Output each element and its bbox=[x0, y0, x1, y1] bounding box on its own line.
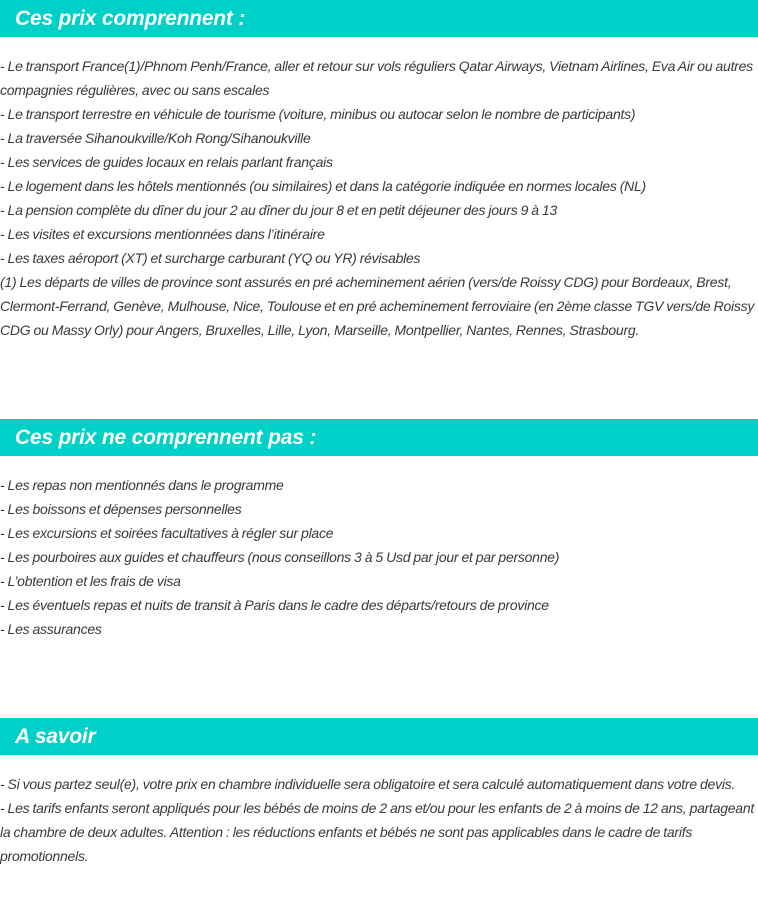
list-item: - Les visites et excursions mentionnées dans l’itinéraire bbox=[0, 226, 325, 242]
list-item: - Les assurances bbox=[0, 621, 102, 637]
savoir-header bbox=[0, 718, 758, 755]
excludes-section bbox=[0, 419, 758, 641]
list-item: - Le transport France(1)/Phnom Penh/France, aller et retour sur vols réguliers Qatar Airways, Vietnam Airlines, Eva Air ou autres compagnies régulières, avec ou sans escales bbox=[0, 58, 753, 98]
list-item: - Les tarifs enfants seront appliqués pour les bébés de moins de 2 ans et/ou pour les enfants de 2 à moins de 12 ans, partageant la chambre de deux adultes. Attention : les réductions enfants et bébés ne sont pas applicables dans le cadre de tarifs promotionnels. bbox=[0, 800, 755, 864]
footnote: (1) Les départs de villes de province sont assurés en pré acheminement aérien (vers/de Roissy CDG) pour Bordeaux, Brest, Clermont-Ferrand, Genève, Mulhouse, Nice, Toulouse et en pré acheminement ferroviaire (en 2ème classe TGV vers/de Roissy CDG ou Massy Orly) pour Angers, Bruxelles, Lille, Lyon, Marseille, Montpellier, Nantes, Rennes, Strasbourg. bbox=[0, 274, 755, 338]
list-item: - Le logement dans les hôtels mentionnés (ou similaires) et dans la catégorie indiquée en normes locales (NL) bbox=[0, 178, 646, 194]
excludes-title: Ces prix ne comprennent pas : bbox=[15, 425, 317, 449]
includes-header bbox=[0, 0, 758, 37]
list-item: - Les repas non mentionnés dans le programme bbox=[0, 477, 284, 493]
list-item: - La traversée Sihanoukville/Koh Rong/Sihanoukville bbox=[0, 130, 311, 146]
excludes-list bbox=[0, 456, 758, 641]
list-item: - L’obtention et les frais de visa bbox=[0, 573, 181, 589]
list-item: - Les excursions et soirées facultatives à régler sur place bbox=[0, 525, 334, 541]
list-item: - Les taxes aéroport (XT) et surcharge carburant (YQ ou YR) révisables bbox=[0, 250, 421, 266]
list-item: - Les éventuels repas et nuits de transit à Paris dans le cadre des départs/retours de province bbox=[0, 597, 549, 613]
savoir-section bbox=[0, 718, 758, 868]
includes-list bbox=[0, 37, 758, 342]
excludes-header bbox=[0, 419, 758, 456]
savoir-list bbox=[0, 755, 758, 868]
savoir-title: A savoir bbox=[15, 724, 96, 748]
includes-section bbox=[0, 0, 758, 342]
includes-title: Ces prix comprennent : bbox=[15, 6, 246, 30]
list-item: - Les boissons et dépenses personnelles bbox=[0, 501, 242, 517]
list-item: - Les pourboires aux guides et chauffeurs (nous conseillons 3 à 5 Usd par jour et par personne) bbox=[0, 549, 560, 565]
list-item: - Les services de guides locaux en relais parlant français bbox=[0, 154, 333, 170]
list-item: - La pension complète du dîner du jour 2 au dîner du jour 8 et en petit déjeuner des jours 9 à 13 bbox=[0, 202, 558, 218]
list-item: - Le transport terrestre en véhicule de tourisme (voiture, minibus ou autocar selon le nombre de participants) bbox=[0, 106, 636, 122]
list-item: - Si vous partez seul(e), votre prix en chambre individuelle sera obligatoire et sera calculé automatiquement dans votre devis. bbox=[0, 776, 736, 792]
